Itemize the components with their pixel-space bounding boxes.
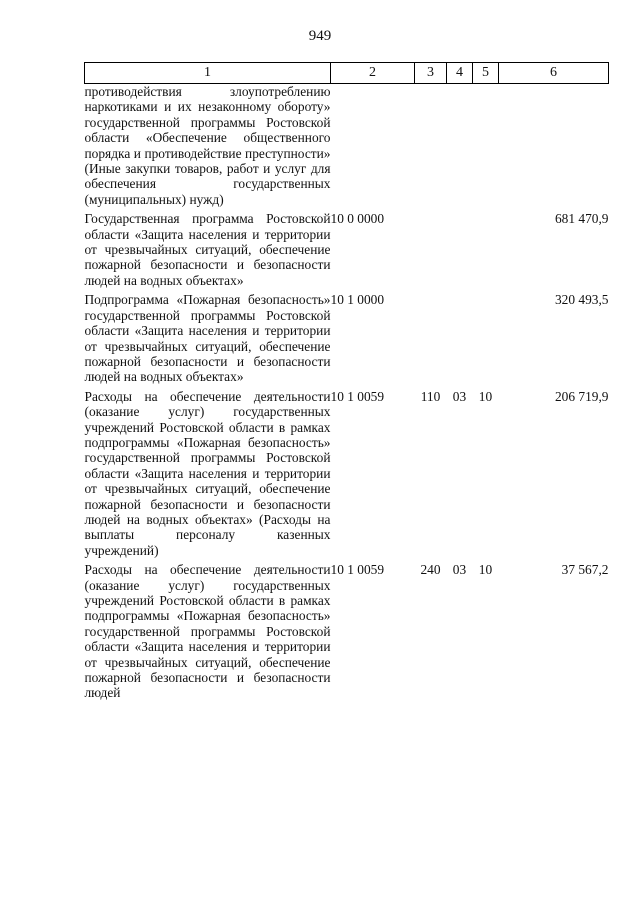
row-subsection: 10 xyxy=(478,388,493,404)
row-description: противодействия злоупотреблению наркотиками и их незаконному обороту» государственной программы Ростовской области «Обеспечение общественного порядка и противодействие преступности» (Иные закупки товаров, работ и услуг для обеспечения государственных (муниципальных) нужд) xyxy=(84,84,331,207)
table-row xyxy=(85,84,609,208)
row-amount: 206 719,9 xyxy=(554,388,609,404)
table-row xyxy=(85,385,609,558)
row-target-code: 10 1 0059 xyxy=(330,562,385,578)
column-header-2: 2 xyxy=(331,63,415,84)
row-amount: 37 567,2 xyxy=(561,562,609,578)
column-header-1: 1 xyxy=(85,63,331,84)
table-header-row xyxy=(85,63,609,84)
row-section xyxy=(447,207,473,288)
row-amount: 681 470,9 xyxy=(554,211,609,227)
row-description: Государственная программа Ростовской области «Защита населения и территории от чрезвычайных ситуаций, обеспечение пожарной безопасности и безопасности людей на водных объектах» xyxy=(84,211,331,288)
row-expense-type xyxy=(415,84,447,208)
budget-table xyxy=(84,62,609,701)
row-subsection xyxy=(473,207,499,288)
row-section: 03 xyxy=(452,388,467,404)
row-subsection xyxy=(473,84,499,208)
row-subsection xyxy=(473,288,499,384)
row-amount: 320 493,5 xyxy=(554,292,609,308)
row-expense-type xyxy=(415,207,447,288)
table-row xyxy=(85,558,609,701)
row-section: 03 xyxy=(452,562,467,578)
row-target-code: 10 1 0059 xyxy=(330,388,385,404)
row-description: Расходы на обеспечение деятельности (оказание услуг) государственных учреждений Ростовской области в рамках подпрограммы «Пожарная безопасность» государственной программы Ростовской области «Защита населения и территории от чрезвычайных ситуаций, обеспечение пожарной безопасности и безопасности людей на водных объектах» (Расходы на выплаты персоналу казенных учреждений) xyxy=(84,388,331,558)
row-section xyxy=(447,288,473,384)
row-expense-type: 240 xyxy=(420,562,441,578)
row-target-code: 10 1 0000 xyxy=(330,292,385,308)
row-target-code: 10 0 0000 xyxy=(330,211,385,227)
row-subsection: 10 xyxy=(478,562,493,578)
row-amount xyxy=(499,84,609,208)
row-expense-type xyxy=(415,288,447,384)
row-expense-type: 110 xyxy=(420,388,441,404)
column-header-5: 5 xyxy=(473,63,499,84)
table-row xyxy=(85,288,609,384)
column-header-3: 3 xyxy=(415,63,447,84)
column-header-6: 6 xyxy=(499,63,609,84)
column-header-4: 4 xyxy=(447,63,473,84)
row-section xyxy=(447,84,473,208)
page-number: 949 xyxy=(308,28,332,44)
row-description: Подпрограмма «Пожарная безопасность» государственной программы Ростовской области «Защита населения и территории от чрезвычайных ситуаций, обеспечение пожарной безопасности и безопасности людей на водных объектах» xyxy=(84,292,331,385)
table-row xyxy=(85,207,609,288)
row-description: Расходы на обеспечение деятельности (оказание услуг) государственных учреждений Ростовской области в рамках подпрограммы «Пожарная безопасность» государственной программы Ростовской области «Защита населения и территории от чрезвычайных ситуаций, обеспечение пожарной безопасности и безопасности людей xyxy=(84,562,331,701)
row-target-code xyxy=(331,84,415,208)
